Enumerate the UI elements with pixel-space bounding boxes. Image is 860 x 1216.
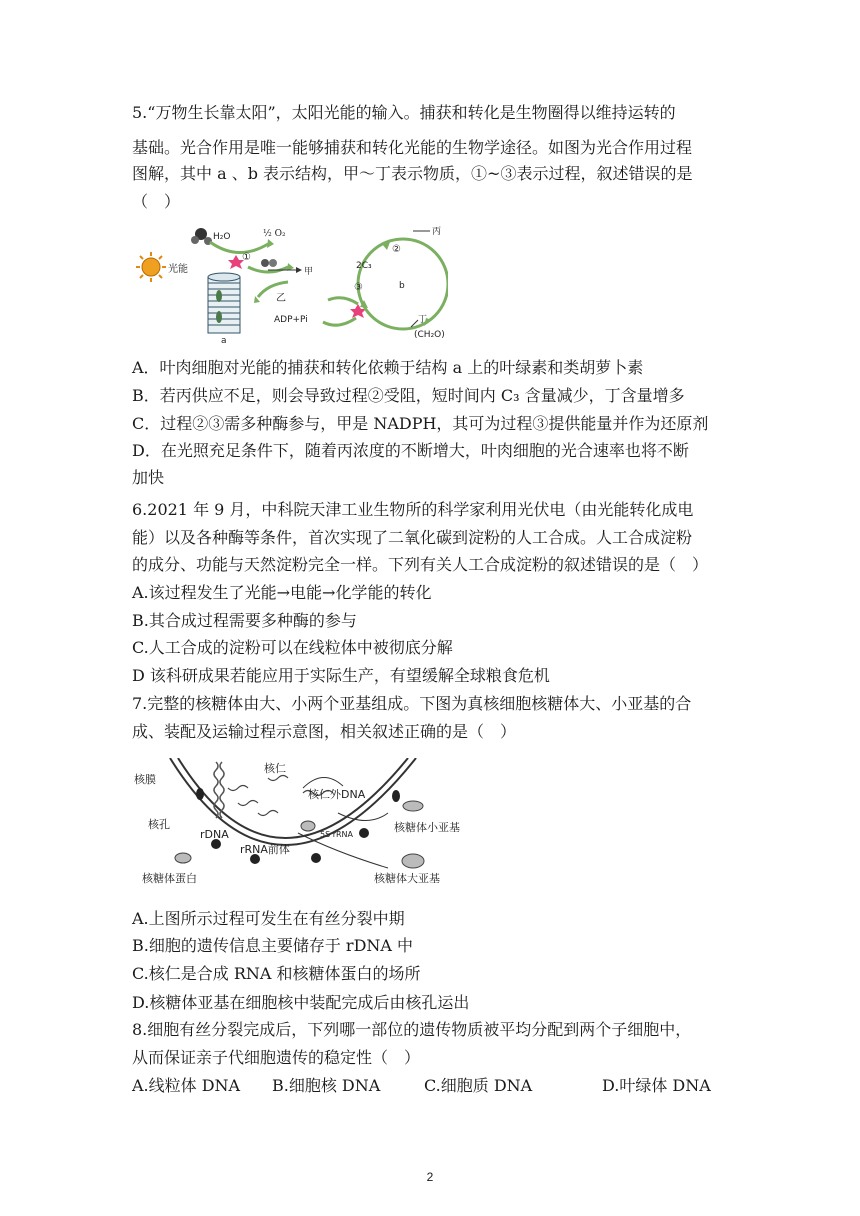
q8-option-d: D.叶绿体 DNA — [602, 1076, 711, 1095]
thylakoid-stack — [208, 273, 240, 333]
light-energy-label: 光能 — [168, 264, 188, 275]
ribosome-figure — [128, 758, 468, 890]
nucleolus-label: 核仁 — [264, 762, 286, 775]
sun-icon — [136, 252, 166, 282]
ribosomal-protein-label: 核糖体蛋白 — [142, 872, 197, 885]
q5-stem-line: 图解，其中 a 、b 表示结构，甲～丁表示物质，①~③表示过程，叙述错误的是 — [132, 164, 693, 183]
o2-label: ½ O₂ — [263, 229, 286, 239]
q8-option-c: C.细胞质 DNA — [424, 1076, 533, 1095]
structure-a-label: a — [221, 336, 227, 346]
q6-stem-line: 6.2021 年 9 月，中科院天津工业生物所的科学家利用光伏电（由光能转化成电 — [132, 500, 694, 519]
q7-option-c: C.核仁是合成 RNA 和核糖体蛋白的场所 — [132, 964, 421, 983]
q8-stem-line: 从而保证亲子代细胞遗传的稳定性（ ） — [132, 1048, 421, 1067]
q5-stem-line: 5.“万物生长靠太阳”，太阳光能的输入。捕获和转化是生物圈得以维持运转的 — [132, 103, 676, 122]
extra-nucleolar-dna-label: 核仁外DNA — [308, 788, 366, 801]
q6-option-c: C.人工合成的淀粉可以在线粒体中被彻底分解 — [132, 638, 453, 657]
pore-label: 核孔 — [148, 818, 170, 831]
q5-option-d-cont: 加快 — [132, 468, 165, 487]
q6-stem-line: 能）以及各种酶等条件，首次实现了二氧化碳到淀粉的人工合成。人工合成淀粉 — [132, 528, 693, 547]
photosynthesis-diagram — [128, 222, 448, 346]
q5-option-d: D．在光照充足条件下，随着丙浓度的不断增大，叶肉细胞的光合速率也将不断 — [132, 441, 689, 460]
jia-label: 甲 — [304, 267, 314, 277]
water-molecule-icon — [191, 228, 212, 245]
large-subunit-label: 核糖体大亚基 — [374, 872, 440, 885]
membrane-label: 核膜 — [134, 773, 156, 786]
process-1-label: ① — [242, 252, 251, 263]
q5-option-a: A．叶肉细胞对光能的捕获和转化依赖于结构 a 上的叶绿素和类胡萝卜素 — [132, 358, 644, 377]
rdna-label: rDNA — [200, 828, 229, 841]
ribosome-diagram — [128, 758, 468, 890]
q7-option-a: A.上图所示过程可发生在有丝分裂中期 — [132, 909, 405, 928]
small-subunit-label: 核糖体小亚基 — [394, 821, 460, 834]
q7-stem-line: 成、装配及运输过程示意图，相关叙述正确的是（ ） — [132, 722, 517, 741]
q6-stem-line: 的成分、功能与天然淀粉完全一样。下列有关人工合成淀粉的叙述错误的是（ ） — [132, 555, 709, 574]
process-2-label: ② — [392, 244, 401, 255]
q8-stem-line: 8.细胞有丝分裂完成后，下列哪一部位的遗传物质被平均分配到两个子细胞中， — [132, 1020, 692, 1039]
pre-rrna-label: rRNA前体 — [240, 843, 290, 856]
q7-stem-line: 7.完整的核糖体由大、小两个亚基组成。下图为真核细胞核糖体大、小亚基的合 — [132, 694, 692, 713]
q8-option-b: B.细胞核 DNA — [272, 1076, 381, 1095]
rrna-5s-label: 5S rRNA — [320, 830, 354, 839]
h2o-label: H₂O — [213, 232, 231, 242]
q6-option-a: A.该过程发生了光能→电能→化学能的转化 — [132, 583, 432, 602]
light-reaction-spark-icon — [228, 255, 366, 318]
page-number: 2 — [426, 1170, 434, 1184]
q6-option-b: B.其合成过程需要多种酶的参与 — [132, 611, 357, 630]
c3-label: 2C₃ — [356, 261, 372, 271]
photosynthesis-figure — [128, 222, 448, 346]
q7-option-d: D.核糖体亚基在细胞核中装配完成后由核孔运出 — [132, 993, 470, 1012]
q5-option-b: B．若丙供应不足，则会导致过程②受阻，短时间内 C₃ 含量减少，丁含量增多 — [132, 386, 685, 405]
ch2o-label: (CH₂O) — [414, 330, 445, 340]
q8-option-a: A.线粒体 DNA — [132, 1076, 241, 1095]
q7-option-b: B.细胞的遗传信息主要储存于 rDNA 中 — [132, 936, 414, 955]
bing-label: 丙 — [432, 227, 442, 237]
q5-stem-line: （ ） — [132, 192, 181, 211]
q6-option-d: D 该科研成果若能应用于实际生产，有望缓解全球粮食危机 — [132, 666, 550, 685]
process-3-label: ③ — [354, 282, 363, 293]
ding-label: 丁 — [418, 315, 428, 325]
adp-pi-label: ADP+Pi — [274, 315, 308, 325]
q5-option-c: C．过程②③需多种酶参与，甲是 NADPH，其可为过程③提供能量并作为还原剂 — [132, 414, 709, 433]
q5-stem-line: 基础。光合作用是唯一能够捕获和转化光能的生物学途径。如图为光合作用过程 — [132, 138, 693, 157]
structure-b-label: b — [399, 281, 405, 291]
yi-label: 乙 — [276, 293, 286, 304]
